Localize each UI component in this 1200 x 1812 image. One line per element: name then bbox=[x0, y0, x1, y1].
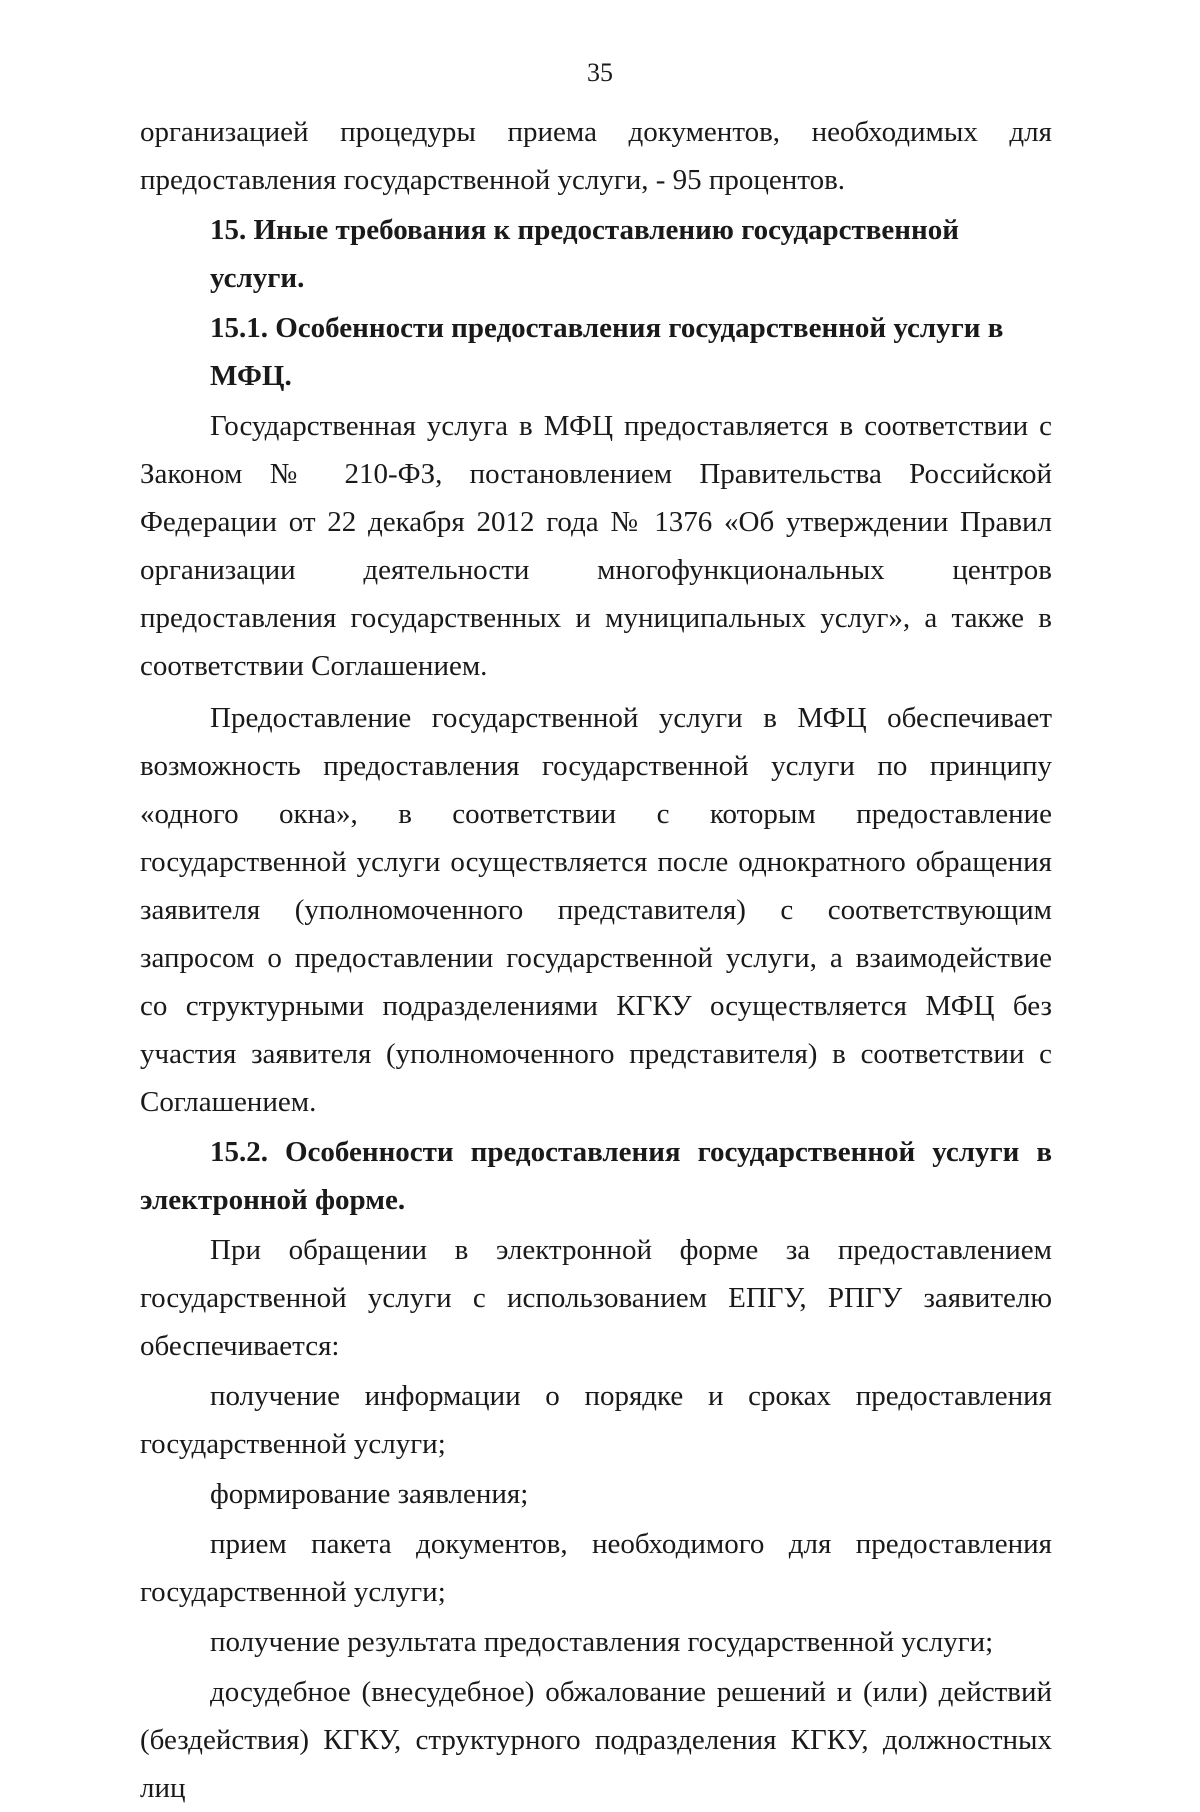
list-item-information: получение информации о порядке и сроках предоставления государственной услуги; bbox=[140, 1380, 1052, 1460]
page-number: 35 bbox=[587, 58, 613, 87]
paragraph-one-window: Предоставление государственной услуги в МФЦ обеспечивает возможность предоставления государственной услуги по принципу «одного окна», в соответствии с которым предоставление государственной услуги осуществляется после однократного обращения заявителя (уполномоченного представителя) с соответствующим запросом о предоставлении государственной услуги, а взаимодействие со структурными подразделениями КГКУ осуществляется МФЦ без участия заявителя (уполномоченного представителя) в соответствии с Соглашением. bbox=[140, 702, 1052, 1118]
paragraph-mfc-legal-basis: Государственная услуга в МФЦ предоставляется в соответствии с Законом № 210-ФЗ, постановлением Правительства Российской Федерации от 22 декабря 2012 года № 1376 «Об утверждении Правил организации деятельности многофункциональных центров предоставления государственных и муниципальных услуг», а также в соответствии Соглашением. bbox=[140, 410, 1052, 682]
paragraph-electronic-form: При обращении в электронной форме за предоставлением государственной услуги с использованием ЕПГУ, РПГУ заявителю обеспечивается: bbox=[140, 1234, 1052, 1362]
list-item-application: формирование заявления; bbox=[210, 1478, 529, 1510]
subsection-heading-15-2: 15.2. Особенности предоставления государственной услуги в электронной форме. bbox=[140, 1136, 1052, 1216]
list-item-result: получение результата предоставления государственной услуги; bbox=[210, 1626, 994, 1658]
subsection-heading-15-1: 15.1. Особенности предоставления государственной услуги в МФЦ. bbox=[210, 312, 1004, 392]
list-item-appeal: досудебное (внесудебное) обжалование решений и (или) действий (бездействия) КГКУ, структурного подразделения КГКУ, должностных лиц bbox=[140, 1676, 1052, 1804]
paragraph-continuation: организацией процедуры приема документов, необходимых для предоставления государственной услуги, - 95 процентов. bbox=[140, 116, 1052, 196]
section-heading-15: 15. Иные требования к предоставлению государственной услуги. bbox=[210, 214, 959, 294]
document-body bbox=[140, 108, 1052, 1812]
list-item-document-package: прием пакета документов, необходимого для предоставления государственной услуги; bbox=[140, 1528, 1052, 1608]
